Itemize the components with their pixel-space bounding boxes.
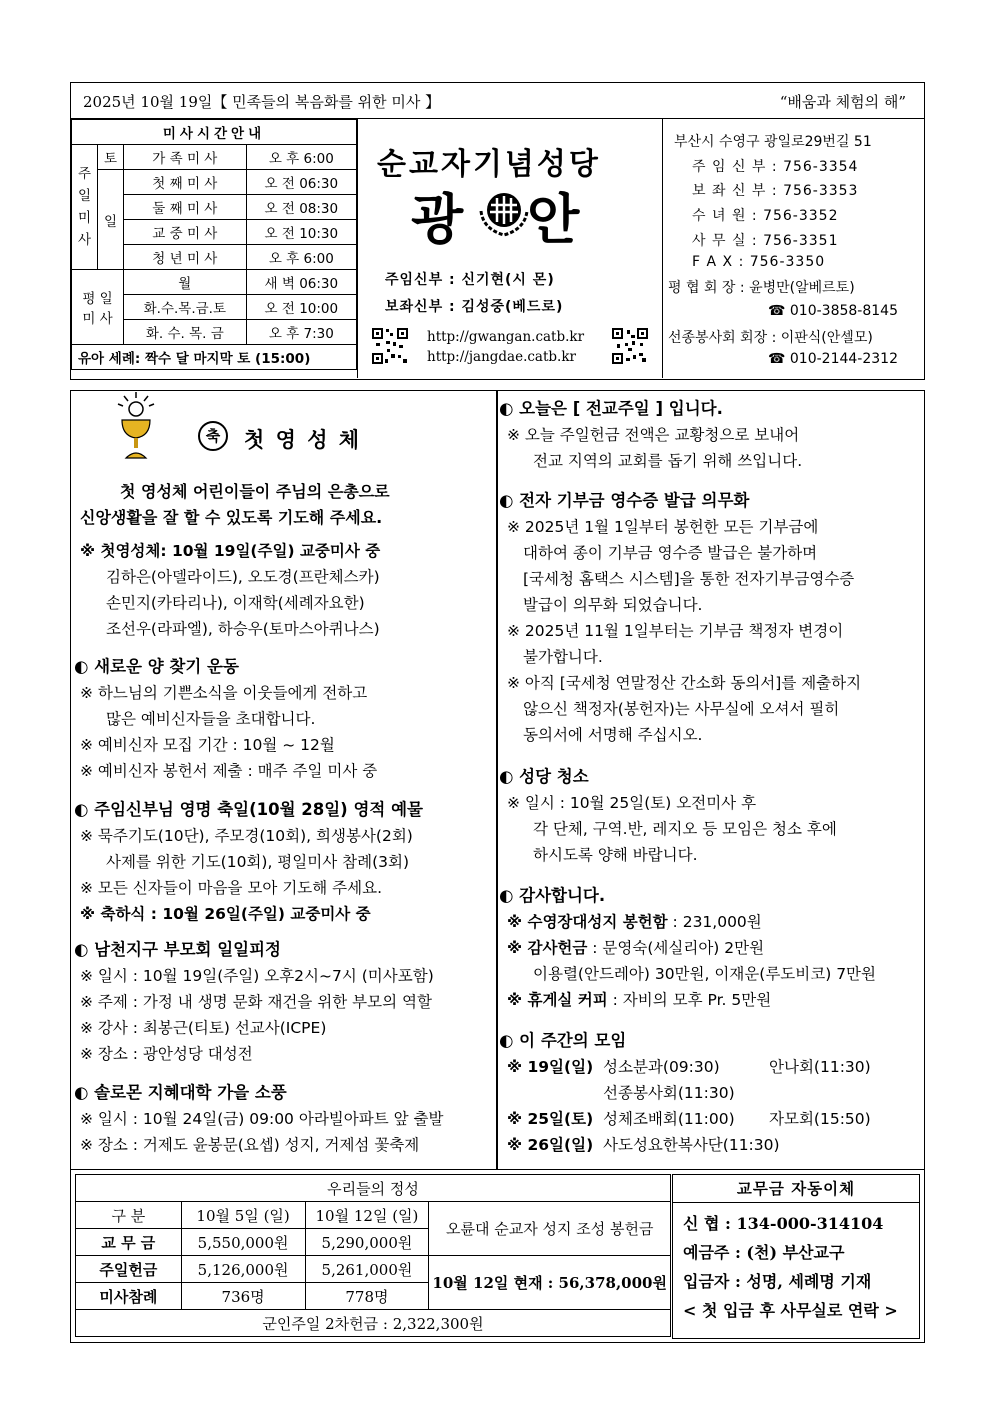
parish-name-left: 광 [411, 187, 468, 251]
auto-transfer-title: 교무금 자동이체 [673, 1175, 919, 1203]
table-cell: 5,261,000원 [305, 1256, 429, 1283]
table-cell: 5,550,000원 [181, 1229, 305, 1256]
auto-transfer-box [672, 1174, 920, 1339]
offering-title: 우리들의 정성 [76, 1175, 671, 1202]
row-label: 주일헌금 [76, 1256, 182, 1283]
parish-name-right: 안 [527, 187, 584, 251]
section-title: ◐ 전자 기부금 영수증 발급 의무화 [499, 491, 750, 510]
mass-name: 첫 째 미 사 [124, 170, 247, 195]
account-holder: 예금주 : (천) 부산교구 [683, 1243, 845, 1262]
military-sunday-collection: 군인주일 2차헌금 : 2,322,300원 [76, 1310, 671, 1337]
new-sheep-section: ◐ 새로운 양 찾기 운동 ※ 하느님의 기쁜소식을 이웃들에게 전하고 많은 예비신자들을 초대합니다. ※ 예비신자 모집 기간 : 10월 ~ 12월 ※ 예비신자 봉헌서 제출 : 매주 주일 미사 중 [74, 654, 377, 784]
service-president: 선종봉사회 회장 : 이판식(안셀모) [668, 330, 873, 346]
first-communion-message: 신앙생활을 잘 할 수 있도록 기도해 주세요. [80, 508, 383, 527]
mass-name: 둘 째 미 사 [124, 195, 247, 220]
column-header: 10월 5일 (일) [181, 1202, 305, 1229]
website-link[interactable]: http://gwangan.catb.kr [427, 329, 585, 345]
mass-time: 오 후 6:00 [246, 145, 356, 170]
solomon-picnic-section: ◐ 솔로몬 지혜대학 가을 소풍 ※ 일시 : 10월 24일(금) 09:00 아라빌아파트 앞 출발 ※ 장소 : 거제도 윤봉문(요셉) 성지, 거제섬 꽃축제 [74, 1080, 443, 1158]
thanks-section: ◐ 감사합니다. ※ 수영장대성지 봉헌함 : 231,000원 ※ 감사헌금 : 문영숙(세실리아) 2만원 이용렬(안드레아) 30만원, 이재운(루도비코) 7만원 ※ 휴게실 커피 : 자비의 모후 Pr. 5만원 [499, 883, 876, 1013]
pastor-feast-section: ◐ 주임신부님 영명 축일(10월 28일) 영적 예물 ※ 묵주기도(10단), 주모경(10회), 희생봉사(2회) 사제를 위한 기도(10회), 평일미사 참례(3회) ※ 모든 신자들이 마음을 모아 기도해 주세요. ※ 축하식 : 10월 26일(주일) 교중미사 중 [74, 797, 423, 927]
table-cell: 736명 [181, 1283, 305, 1310]
sunday-mass-label: 주 일 미 사 [72, 145, 98, 270]
mass-name: 화. 수. 목. 금 [124, 320, 247, 345]
masthead [70, 119, 925, 380]
donation-receipt-section: ◐ 전자 기부금 영수증 발급 의무화 ※ 2025년 1월 1일부터 봉헌한 모든 기부금에 대하여 종이 기부금 영수증 발급은 불가하며 [국세청 홈택스 시스템]을 통한 전자기부금영수증 발급이 의무화 되었습니다. ※ 2025년 11월 1일부터는 기부금 책정자 변경이 불가합니다. ※ 아직 [국세청 연말정산 간소화 동의서]를 제출하지 않으신 책정자(봉헌자)는 사무실에 오셔서 필히 동의서에 서명해 주십시오. [499, 488, 861, 748]
table-cell: 5,290,000원 [305, 1229, 429, 1256]
infant-baptism: 유아 세례: 짝수 달 마지막 토 (15:00) [72, 345, 357, 370]
section-title: ◐ 이 주간의 모임 [499, 1031, 627, 1050]
mass-name: 월 [124, 270, 247, 295]
row-label: 미사참례 [76, 1283, 182, 1310]
mass-schedule-title: 미사시간안내 [72, 120, 357, 145]
column-header: 구 분 [76, 1202, 182, 1229]
column-divider [496, 390, 498, 1170]
table-cell: 778명 [305, 1283, 429, 1310]
offering-footer [70, 1170, 925, 1343]
section-title: ◐ 주임신부님 영명 축일(10월 28일) 영적 예물 [74, 800, 423, 819]
parish-emblem-icon [475, 181, 533, 239]
council-phone: ☎ 010-3858-8145 [768, 303, 898, 319]
mass-name: 화.수.목.금.토 [124, 295, 247, 320]
row-label: 교 무 금 [76, 1229, 182, 1256]
section-title: ◐ 감사합니다. [499, 886, 606, 905]
table-cell: 5,126,000원 [181, 1256, 305, 1283]
celebration-badge: 축 [198, 421, 228, 451]
service-phone: ☎ 010-2144-2312 [768, 351, 898, 367]
mass-time: 오 후 7:30 [246, 320, 356, 345]
mass-schedule [71, 119, 358, 378]
date-line: 2025년 10월 19일【 민족들의 복음화를 위한 미사 】 [83, 93, 441, 111]
fax-number: F A X : 756-3350 [692, 254, 826, 270]
section-title: ◐ 남천지구 부모회 일일피정 [74, 940, 281, 959]
mission-sunday-section: ◐ 오늘은 [ 전교주일 ] 입니다. ※ 오늘 주일헌금 전액은 교황청으로 보내어 전교 지역의 교회를 돕기 위해 쓰입니다. [499, 396, 802, 474]
parish-subtitle: 순교자기념성당 [377, 147, 601, 182]
pastor-name: 주임신부 : 신기현(시 몬) [385, 272, 555, 288]
weekday-mass-label: 평 일 미 사 [72, 270, 124, 345]
section-title: ◐ 오늘은 [ 전교주일 ] 입니다. [499, 399, 723, 418]
church-cleaning-section: ◐ 성당 청소 ※ 일시 : 10월 25일(토) 오전미사 후 각 단체, 구역.반, 레지오 등 모임은 청소 후에 하시도록 양해 바랍니다. [499, 764, 837, 868]
saturday-label: 토 [98, 145, 124, 170]
mass-time: 오 전 10:30 [246, 220, 356, 245]
first-communion-list: ※ 첫영성체: 10월 19일(주일) 교중미사 중 김하은(아델라이드), 오도경(프란체스카) 손민지(카타리나), 이재학(세례자요한) 조선우(라파엘), 하승우(토마스아퀴나스) [80, 542, 381, 638]
address: 부산시 수영구 광일로29번길 51 [674, 134, 872, 150]
first-communion-message: 첫 영성체 어린이들이 주님의 은총으로 [120, 482, 390, 501]
section-title: ◐ 성당 청소 [499, 767, 589, 786]
parents-retreat-section: ◐ 남천지구 부모회 일일피정 ※ 일시 : 10월 19일(주일) 오후2시~7시 (미사포함) ※ 주제 : 가정 내 생명 문화 재건을 위한 부모의 역할 ※ 강사 : 최봉근(티토) 선교사(ICPE) ※ 장소 : 광안성당 대성전 [74, 937, 434, 1067]
mass-time: 오 전 10:00 [246, 295, 356, 320]
mass-time: 오 전 08:30 [246, 195, 356, 220]
chalice-icon [114, 392, 158, 464]
header-bar [70, 82, 925, 119]
bank-account: 신 협 : 134-000-314104 [683, 1214, 884, 1233]
contact-directory [664, 119, 925, 378]
qr-code-icon[interactable] [371, 327, 409, 365]
council-president: 평 협 회 장 : 윤병만(알베르토) [668, 280, 855, 296]
contact-note: < 첫 입금 후 사무실로 연락 > [683, 1301, 898, 1320]
weekly-meetings-section: ◐ 이 주간의 모임 ※ 19일(일) 성소분과(09:30) 안나회(11:30) 선종봉사회(11:30) ※ 25일(토) 성체조배회(11:00) 자모회(15:50) ※ 26일(일) 사도성요한복사단(11:30) [499, 1028, 919, 1158]
offering-table [75, 1174, 671, 1337]
mass-time: 오 후 6:00 [246, 245, 356, 270]
qr-code-icon[interactable] [611, 327, 649, 365]
assistant-phone: 보 좌 신 부 : 756-3353 [692, 183, 859, 199]
year-theme: “배움과 체험의 해” [779, 93, 906, 111]
mass-time: 오 전 06:30 [246, 170, 356, 195]
office-phone: 사 무 실 : 756-3351 [692, 233, 839, 249]
pastor-phone: 주 임 신 부 : 756-3354 [692, 159, 859, 175]
mass-name: 가 족 미 사 [124, 145, 247, 170]
section-title: ◐ 새로운 양 찾기 운동 [74, 657, 239, 676]
assistant-priest-name: 보좌신부 : 김성중(베드로) [385, 299, 564, 315]
fund-value: 10월 12일 현재 : 56,378,000원 [429, 1256, 671, 1310]
fund-title: 오륜대 순교자 성지 조성 봉헌금 [429, 1202, 671, 1256]
parish-title-block [359, 119, 663, 378]
section-title: ◐ 솔로몬 지혜대학 가을 소풍 [74, 1083, 287, 1102]
sunday-label: 일 [98, 170, 124, 270]
mass-name: 청 년 미 사 [124, 245, 247, 270]
column-header: 10월 12일 (일) [305, 1202, 429, 1229]
convent-phone: 수 녀 원 : 756-3352 [692, 208, 839, 224]
first-communion-title: 첫 영 성 체 [244, 428, 362, 452]
mass-time: 새 벽 06:30 [246, 270, 356, 295]
depositor-note: 입금자 : 성명, 세례명 기재 [683, 1272, 872, 1291]
website-link[interactable]: http://jangdae.catb.kr [427, 349, 576, 365]
mass-name: 교 중 미 사 [124, 220, 247, 245]
